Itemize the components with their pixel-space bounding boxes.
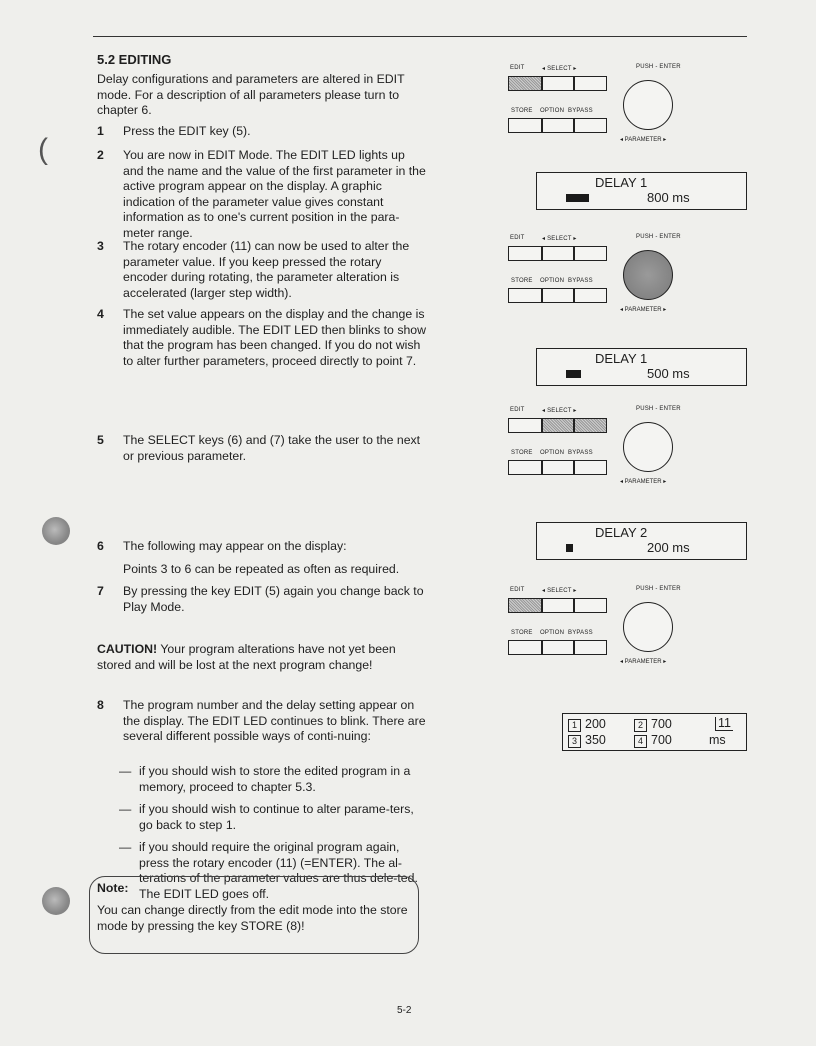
store-label: STORE [511,450,533,456]
bypass-key[interactable] [574,118,607,133]
parameter-label: ◂ PARAMETER ▸ [620,307,667,313]
edit-key[interactable] [508,246,542,261]
option-label: OPTION [540,450,565,456]
rotary-encoder-knob[interactable] [623,602,673,652]
select-label: ◂ SELECT ▸ [542,66,577,72]
display-parameter-value: 500 ms [647,366,690,381]
step-text: The set value appears on the display and the change is immediately audible. The EDIT LED then blinks to show that the program has been changed. If you do not wish to alter further parameters, proceed directly to point 7. [123,307,427,368]
control-panel-encoder [508,232,728,337]
step-text: The program number and the delay setting appear on the display. The EDIT LED continues to blink. There are several different possible ways of conti-nuing: [123,698,426,743]
option-key[interactable] [542,640,574,655]
slot-value: 200 [585,717,606,731]
select-label: ◂ SELECT ▸ [542,236,577,242]
step-number: 8 [97,698,104,712]
bullet-text: if you should wish to store the edited program in a memory, proceed to chapter 5.3. [139,764,411,794]
select-left-key[interactable] [542,598,574,613]
slot-number: 4 [634,735,647,748]
step-text: The SELECT keys (6) and (7) take the user to the next or previous parameter. [123,433,421,463]
edit-key[interactable] [508,418,542,433]
intro-paragraph: Delay configurations and parameters are altered in EDIT mode. For a description of all parameters please turn to chapter 6. [97,72,405,117]
rotary-encoder-knob[interactable] [623,80,673,130]
select-right-key[interactable] [574,76,607,91]
rotary-encoder-knob[interactable] [623,250,673,300]
lcd-display-program [562,713,747,751]
control-panel-play [508,584,728,689]
lcd-display-1 [536,172,747,210]
option-key[interactable] [542,288,574,303]
display-parameter-value: 200 ms [647,540,690,555]
slot-number: 2 [634,719,647,732]
store-key[interactable] [508,640,542,655]
slot-value: 350 [585,733,606,747]
display-parameter-value: 800 ms [647,190,690,205]
bypass-label: BYPASS [568,278,593,284]
select-right-key[interactable] [574,246,607,261]
note-text: You can change directly from the edit mode into the store mode by pressing the key STORE (8)! [97,903,408,933]
edit-label: EDIT [510,235,525,241]
page-number: 5-2 [397,1005,412,1016]
select-right-key[interactable] [574,418,607,433]
control-panel-select [508,404,728,509]
header-rule [93,36,747,37]
option-label: OPTION [540,278,565,284]
lcd-display-2 [536,348,747,386]
bullet-text: if you should wish to continue to alter parame-ters, go back to step 1. [139,802,414,832]
bypass-key[interactable] [574,640,607,655]
caution-label: CAUTION! [97,642,158,656]
edit-label: EDIT [510,65,525,71]
caution-paragraph [97,642,427,673]
hole-punch-bottom [42,887,70,915]
display-parameter-name: DELAY 1 [595,351,648,366]
option-label: OPTION [540,108,565,114]
option-key[interactable] [542,118,574,133]
bypass-label: BYPASS [568,450,593,456]
step-number: 5 [97,433,104,447]
bypass-key[interactable] [574,288,607,303]
edit-label: EDIT [510,407,525,413]
unit-label: ms [709,733,726,747]
display-parameter-name: DELAY 2 [595,525,648,540]
step-number: 3 [97,239,104,253]
store-key[interactable] [508,460,542,475]
step-text: The following may appear on the display: [123,539,347,553]
display-parameter-name: DELAY 1 [595,175,648,190]
repeat-note: Points 3 to 6 can be repeated as often as required. [123,562,400,576]
select-left-key[interactable] [542,246,574,261]
display-level-bar [566,370,581,378]
step-number: 4 [97,307,104,321]
store-label: STORE [511,278,533,284]
slot-number: 3 [568,735,581,748]
caution-text: Your program alterations have not yet been stored and will be lost at the next program change! [97,642,396,672]
display-level-bar [566,194,589,202]
store-key[interactable] [508,288,542,303]
bypass-label: BYPASS [568,630,593,636]
push-enter-label: PUSH - ENTER [636,64,681,70]
step-text: By pressing the key EDIT (5) again you change back to Play Mode. [123,584,424,614]
select-right-key[interactable] [574,598,607,613]
push-enter-label: PUSH - ENTER [636,586,681,592]
edit-label: EDIT [510,587,525,593]
bullet-dash: — [119,802,132,816]
bullet-text: if you should require the original program again, press the rotary encoder (11) (=ENTER). The al-terations of the parameter values are thus dele-ted. The EDIT LED goes off. [139,840,418,901]
push-enter-label: PUSH - ENTER [636,406,681,412]
bypass-key[interactable] [574,460,607,475]
store-label: STORE [511,630,533,636]
store-label: STORE [511,108,533,114]
step-number: 2 [97,148,104,162]
slot-value: 700 [651,717,672,731]
slot-value: 700 [651,733,672,747]
bullet-dash: — [119,764,132,778]
program-number: 11 [715,717,733,731]
select-label: ◂ SELECT ▸ [542,588,577,594]
display-level-bar [566,544,573,552]
edit-key[interactable] [508,76,542,91]
step-text: You are now in EDIT Mode. The EDIT LED lights up and the name and the value of the first parameter in the active program appear on the display. A graphic indication of the parameter value gives constant information as to one's current position in the para-meter range. [123,148,426,240]
step-number: 1 [97,124,104,138]
slot-number: 1 [568,719,581,732]
step-number: 6 [97,539,104,553]
select-left-key[interactable] [542,418,574,433]
step-number: 7 [97,584,104,598]
rotary-encoder-knob[interactable] [623,422,673,472]
control-panel-edit [508,62,728,167]
select-left-key[interactable] [542,76,574,91]
parameter-label: ◂ PARAMETER ▸ [620,137,667,143]
lcd-display-3 [536,522,747,560]
edit-key[interactable] [508,598,542,613]
select-label: ◂ SELECT ▸ [542,408,577,414]
bypass-label: BYPASS [568,108,593,114]
note-title: Note: [97,881,129,895]
push-enter-label: PUSH - ENTER [636,234,681,240]
step-text: The rotary encoder (11) can now be used to alter the parameter value. If you keep pressed the rotary encoder during rotating, the parameter alteration is accelerated (larger step width). [123,239,410,300]
binding-mark: ( [38,133,48,166]
option-label: OPTION [540,630,565,636]
hole-punch-top [42,517,70,545]
parameter-label: ◂ PARAMETER ▸ [620,479,667,485]
store-key[interactable] [508,118,542,133]
step-text: Press the EDIT key (5). [123,124,251,138]
parameter-label: ◂ PARAMETER ▸ [620,659,667,665]
option-key[interactable] [542,460,574,475]
bullet-dash: — [119,840,132,854]
section-heading: 5.2 EDITING [97,52,172,67]
